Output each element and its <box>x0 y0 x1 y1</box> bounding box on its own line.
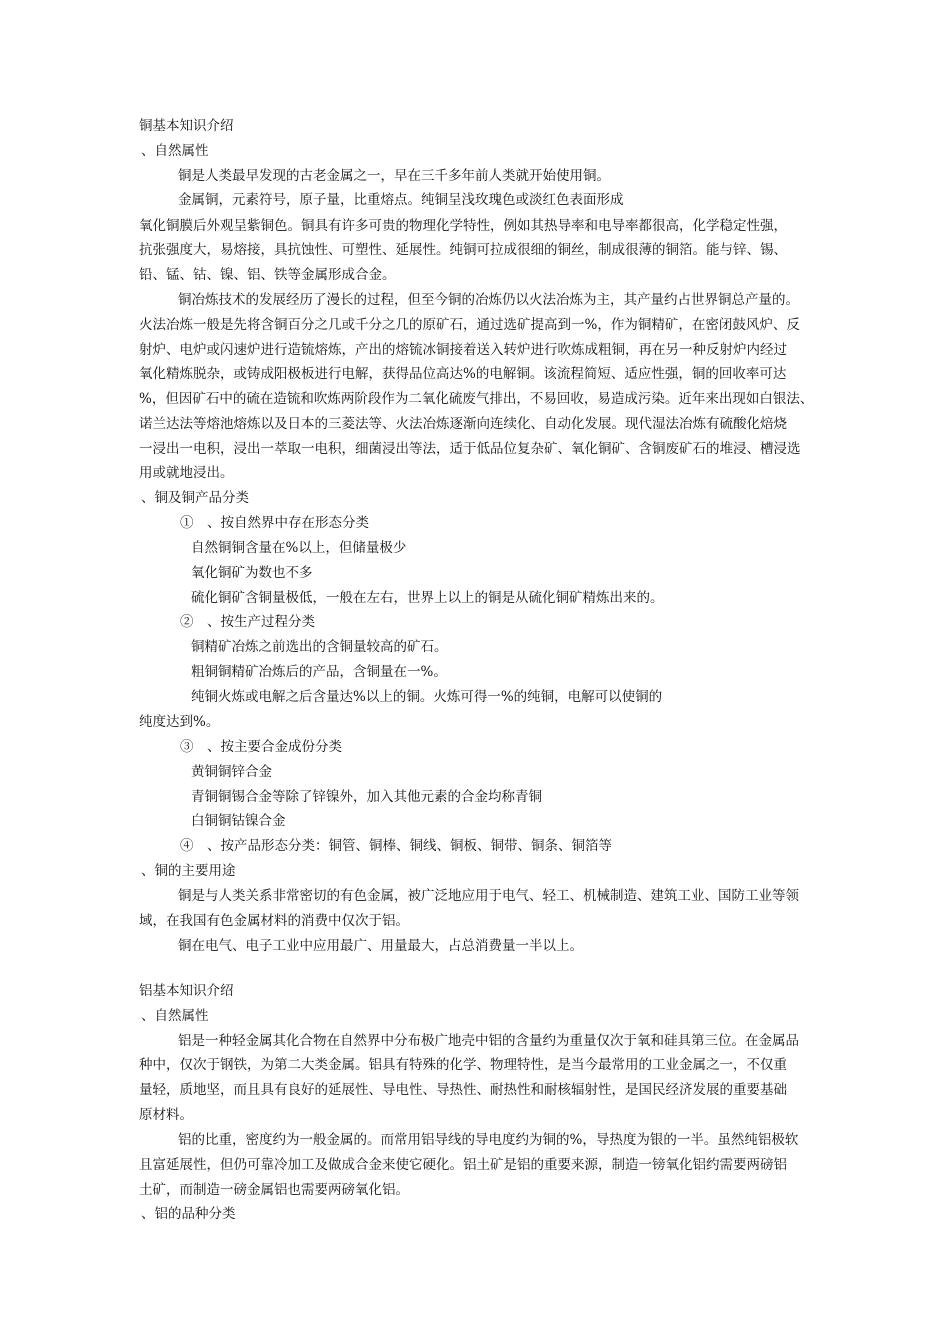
copper-products-heading: 、铜及铜产品分类 <box>141 490 249 506</box>
paragraph-line: 金属铜，元素符号，原子量，比重熔点。纯铜呈浅玫瑰色或淡红色表面形成 <box>178 192 624 208</box>
list-item: 白铜铜钴镍合金 <box>191 813 286 829</box>
paragraph-line: 铝是一种轻金属其化合物在自然界中分布极广地壳中铝的含量约为重量仅次于氧和硅具第三位。在金属品 <box>178 1033 799 1049</box>
paragraph-line: %，但因矿石中的硫在造锍和吹炼两阶段作为二氧化硫废气排出，不易回收，易造成污染。近年来出现如白银法、 <box>139 391 814 407</box>
paragraph-line: 火法冶炼一般是先将含铜百分之几或千分之几的原矿石，通过选矿提高到一%，作为铜精矿，在密闭鼓风炉、反 <box>139 317 800 333</box>
paragraph-line: 铅、锰、钴、镍、铝、铁等金属形成合金。 <box>139 267 396 283</box>
list-item: 铜精矿冶炼之前选出的含铜量较高的矿石。 <box>191 639 448 655</box>
paragraph-line: 域，在我国有色金属材料的消费中仅次于铝。 <box>139 913 409 929</box>
paragraph-line: 氧化精炼脱杂，或铸成阳极板进行电解，获得品位高达%的电解铜。该流程简短、适应性强，铜的回收率可达 <box>139 366 787 382</box>
paragraph-line: 原材料。 <box>139 1107 193 1123</box>
paragraph-line: 射炉、电炉或闪速炉进行造锍熔炼，产出的熔锍冰铜接着送入转炉进行吹炼成粗铜，再在另一种反射炉内经过 <box>139 342 787 358</box>
list-item: 黄铜铜锌合金 <box>191 764 272 780</box>
list-item: 自然铜铜含量在%以上，但储量极少 <box>191 540 407 556</box>
class-heading: ④ 、按产品形态分类：铜管、铜棒、铜线、铜板、铜带、铜条、铜箔等 <box>180 838 612 854</box>
copper-uses-heading: 、铜的主要用途 <box>141 863 236 879</box>
paragraph-line: 量轻，质地坚，而且具有良好的延展性、导电性、导热性、耐热性和耐核辐射性，是国民经济发展的重要基础 <box>139 1082 787 1098</box>
paragraph-line: 种中，仅次于钢铁，为第二大类金属。铝具有特殊的化学、物理特性，是当今最常用的工业金属之一，不仅重 <box>139 1057 787 1073</box>
paragraph-line: 铜在电气、电子工业中应用最广、用量最大，占总消费量一半以上。 <box>178 938 583 954</box>
paragraph-line: 铜是与人类关系非常密切的有色金属，被广泛地应用于电气、轻工、机械制造、建筑工业、国防工业等领 <box>178 888 799 904</box>
list-item: 粗铜铜精矿冶炼后的产品，含铜量在一%。 <box>191 664 447 680</box>
paragraph-line: 铝的比重，密度约为一般金属的。而常用铝导线的导电度约为铜的%，导热度为银的一半。虽然纯铝极软 <box>178 1132 799 1148</box>
paragraph-line: 土矿，而制造一磅金属铝也需要两磅氧化铝。 <box>139 1182 409 1198</box>
copper-natural-heading: 、自然属性 <box>141 143 209 159</box>
paragraph-line: 铜是人类最早发现的古老金属之一，早在三千多年前人类就开始使用铜。 <box>178 168 610 184</box>
paragraph-line: 铜冶炼技术的发展经历了漫长的过程，但至今铜的冶炼仍以火法冶炼为主，其产量约占世界铜总产量的。 <box>178 292 799 308</box>
paragraph-line: 一浸出一电积，浸出一萃取一电积，细菌浸出等法，适于低品位复杂矿、氧化铜矿、含铜废矿石的堆浸、槽浸选 <box>139 441 801 457</box>
class-heading: ③ 、按主要合金成份分类 <box>180 739 342 755</box>
list-item: 硫化铜矿含铜量极低，一般在左右，世界上以上的铜是从硫化铜矿精炼出来的。 <box>191 590 664 606</box>
list-item: 青铜铜锡合金等除了锌镍外，加入其他元素的合金均称青铜 <box>191 789 542 805</box>
paragraph-line: 且富延展性，但仍可靠冷加工及做成合金来使它硬化。铝土矿是铝的重要来源，制造一镑氧化铝约需要两磅铝 <box>139 1157 787 1173</box>
class-heading: ① 、按自然界中存在形态分类 <box>180 515 369 531</box>
aluminum-section-title: 铝基本知识介绍 <box>139 983 234 999</box>
paragraph-line: 诺兰达法等熔池熔炼以及日本的三菱法等、火法冶炼逐渐向连续化、自动化发展。现代湿法冶炼有硫酸化焙烧 <box>139 416 787 432</box>
aluminum-varieties-heading: 、铝的品种分类 <box>141 1206 236 1222</box>
copper-section-title: 铜基本知识介绍 <box>139 118 234 134</box>
list-item: 氧化铜矿为数也不多 <box>191 565 313 581</box>
list-item-continuation: 纯度达到%。 <box>139 714 220 730</box>
paragraph-line: 用或就地浸出。 <box>139 465 234 481</box>
paragraph-line: 氧化铜膜后外观呈紫铜色。铜具有许多可贵的物理化学特性，例如其热导率和电导率都很高，化学稳定性强， <box>139 218 787 234</box>
paragraph-line: 抗张强度大，易熔接，具抗蚀性、可塑性、延展性。纯铜可拉成很细的铜丝，制成很薄的铜箔。能与锌、锡、 <box>139 242 787 258</box>
class-heading: ② 、按生产过程分类 <box>180 614 315 630</box>
aluminum-natural-heading: 、自然属性 <box>141 1008 209 1024</box>
list-item: 纯铜火炼或电解之后含量达%以上的铜。火炼可得一%的纯铜，电解可以使铜的 <box>191 689 663 705</box>
